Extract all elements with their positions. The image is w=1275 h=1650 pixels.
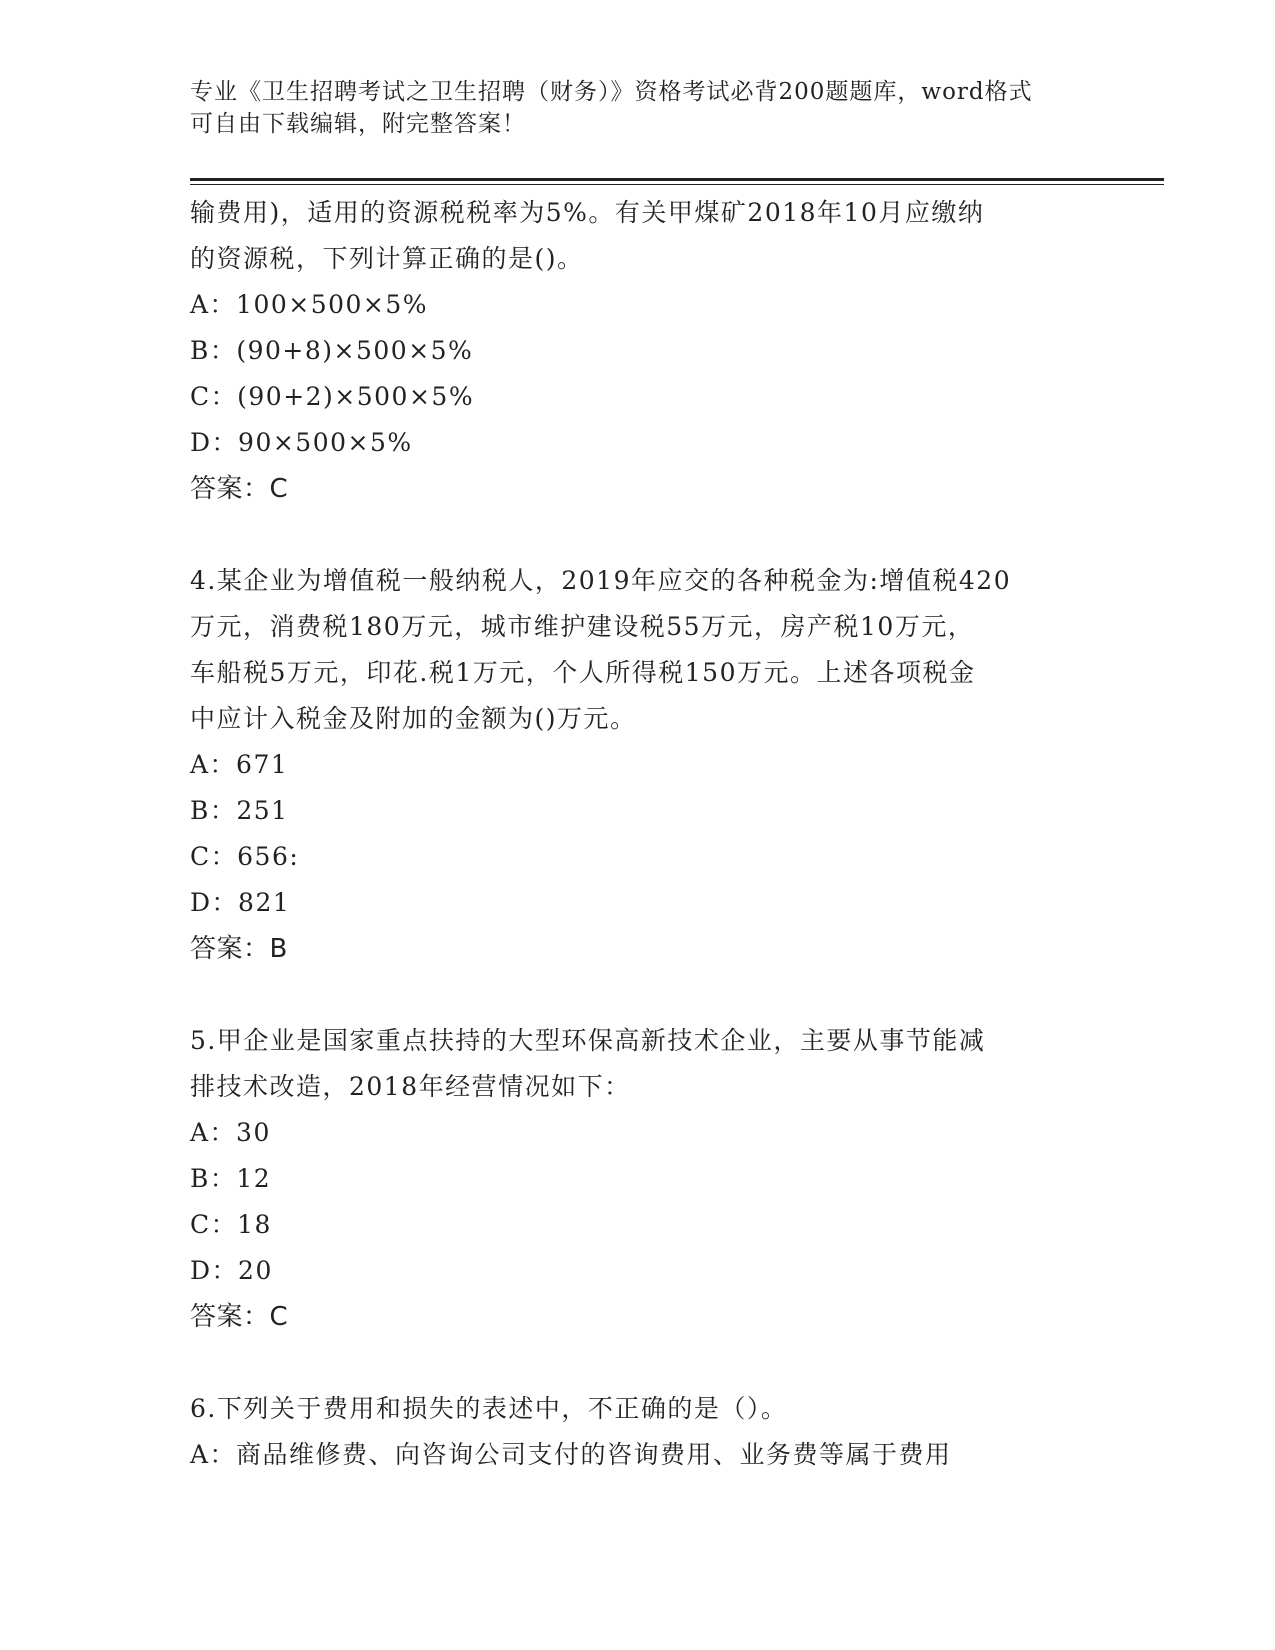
option-d: D：90×500×5%	[190, 428, 413, 457]
question-text-line: 中应计入税金及附加的金额为()万元。	[190, 704, 637, 733]
question-text-line: 4.某企业为增值税一般纳税人，2019年应交的各种税金为:增值税420	[190, 566, 1012, 595]
question-4	[190, 558, 1090, 972]
question-text-line: 6.下列关于费用和损失的表述中，不正确的是（）。	[190, 1394, 788, 1423]
header-line-1: 专业《卫生招聘考试之卫生招聘（财务）》资格考试必背200题题库，word格式	[190, 79, 1033, 105]
option-b: B：(90+8)×500×5%	[190, 336, 474, 365]
answer-line: 答案：C	[190, 474, 289, 504]
document-header	[190, 76, 1090, 140]
question-3-continued	[190, 190, 1090, 512]
answer-line: 答案：C	[190, 1302, 289, 1332]
option-a: A：100×500×5%	[190, 290, 429, 319]
question-text-line: 车船税5万元，印花.税1万元，个人所得税150万元。上述各项税金	[190, 658, 976, 687]
option-a: A：671	[190, 750, 289, 779]
option-b: B：12	[190, 1164, 272, 1193]
question-text-line: 排技术改造，2018年经营情况如下：	[190, 1072, 631, 1101]
question-text-line: 的资源税，下列计算正确的是()。	[190, 244, 584, 273]
spacer	[190, 512, 1090, 558]
option-d: D：20	[190, 1256, 273, 1285]
question-6	[190, 1386, 1090, 1478]
question-text-line: 万元，消费税180万元，城市维护建设税55万元，房产税10万元，	[190, 612, 975, 641]
option-a: A：商品维修费、向咨询公司支付的咨询费用、业务费等属于费用	[190, 1440, 952, 1469]
question-5	[190, 1018, 1090, 1340]
question-text-line: 输费用)，适用的资源税税率为5%。有关甲煤矿2018年10月应缴纳	[190, 198, 985, 227]
question-text-line: 5.甲企业是国家重点扶持的大型环保高新技术企业，主要从事节能减	[190, 1026, 986, 1055]
spacer	[190, 1340, 1090, 1386]
option-c: C：18	[190, 1210, 272, 1239]
header-rule-thin	[190, 184, 1164, 185]
header-rule-thick	[190, 178, 1164, 181]
spacer	[190, 972, 1090, 1018]
header-line-2: 可自由下载编辑，附完整答案！	[190, 111, 526, 137]
document-body	[190, 190, 1090, 1478]
option-d: D：821	[190, 888, 291, 917]
answer-line: 答案：B	[190, 934, 288, 964]
option-b: B：251	[190, 796, 289, 825]
option-c: C：656:	[190, 842, 300, 871]
option-a: A：30	[190, 1118, 271, 1147]
option-c: C：(90+2)×500×5%	[190, 382, 475, 411]
